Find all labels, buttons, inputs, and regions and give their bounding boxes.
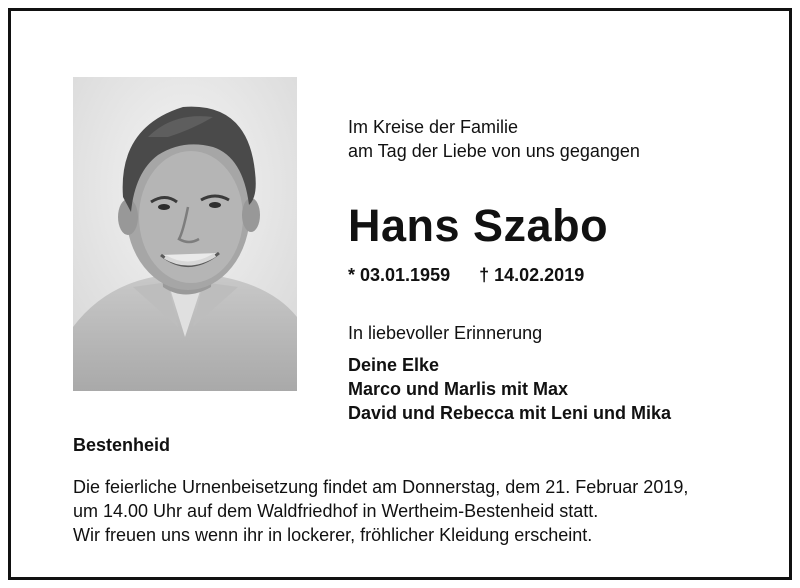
memory-label: In liebevoller Erinnerung bbox=[348, 323, 543, 343]
notice-line-3: Wir freuen uns wenn ihr in lockerer, fröhlicher Kleidung erscheint. bbox=[73, 525, 593, 545]
portrait-illustration bbox=[73, 77, 297, 391]
funeral-notice bbox=[73, 475, 688, 547]
place-name: Bestenheid bbox=[73, 435, 171, 455]
intro-line-2: am Tag der Liebe von uns gegangen bbox=[348, 141, 640, 161]
intro-line-1: Im Kreise der Familie bbox=[348, 117, 519, 137]
family-member: David und Rebecca mit Leni und Mika bbox=[348, 403, 672, 423]
family-member: Marco und Marlis mit Max bbox=[348, 379, 569, 399]
death-date: † 14.02.2019 bbox=[479, 265, 585, 285]
deceased-name: Hans Szabo bbox=[348, 200, 609, 251]
family-member: Deine Elke bbox=[348, 355, 440, 375]
life-dates bbox=[348, 265, 584, 286]
birth-date: * 03.01.1959 bbox=[348, 265, 451, 285]
portrait-photo bbox=[73, 77, 297, 391]
obituary-frame bbox=[8, 8, 792, 580]
notice-line-2: um 14.00 Uhr auf dem Waldfriedhof in Wertheim-Bestenheid statt. bbox=[73, 501, 599, 521]
intro-text bbox=[348, 115, 640, 163]
family-list bbox=[348, 353, 671, 425]
notice-line-1: Die feierliche Urnenbeisetzung findet am Donnerstag, dem 21. Februar 2019, bbox=[73, 477, 689, 497]
